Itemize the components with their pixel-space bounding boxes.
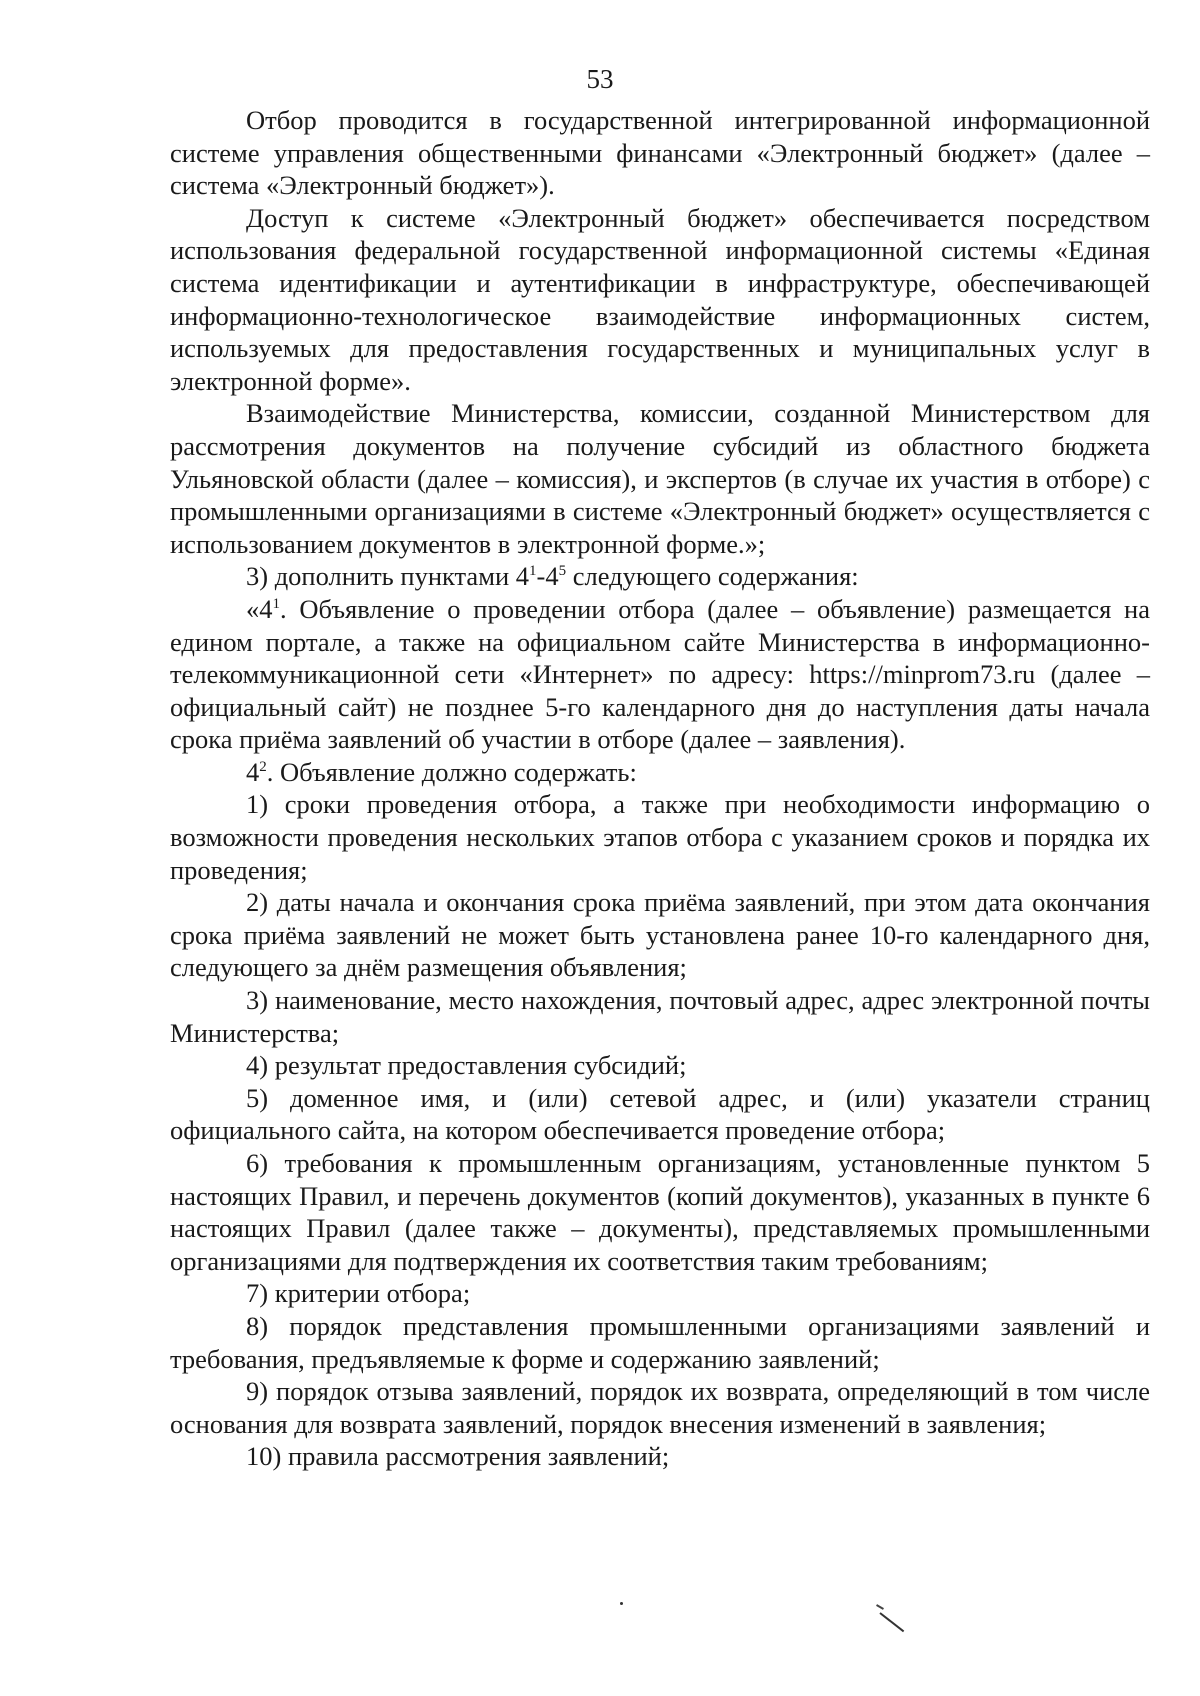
paragraph: Доступ к системе «Электронный бюджет» обеспечивается посредством использования федеральной государственной информационной системы «Единая система идентификации и аутентификации в инфраструктуре, обеспечивающей информационно-технологическое взаимодействие информационных систем, используемых для предоставления государственных и муниципальных услуг в электронной форме».: [170, 202, 1150, 396]
paragraph: Взаимодействие Министерства, комиссии, созданной Министерством для рассмотрения документов на получение субсидий из областного бюджета Ульяновской области (далее – комиссия), и экспертов (в случае их участия в отборе) с промышленными организациями в системе «Электронный бюджет» осуществляется с использованием документов в электронной форме.»;: [170, 398, 1150, 559]
page-number: 53: [586, 64, 614, 94]
scan-speck: [620, 1602, 623, 1605]
list-item: 8) порядок представления промышленными организациями заявлений и требования, предъявляемые к форме и содержанию заявлений;: [170, 1310, 1150, 1374]
paragraph-item-4-2: $4^2$. Объявление должно содержать:: [246, 756, 637, 787]
list-item: 5) доменное имя, и (или) сетевой адрес, и (или) указатели страниц официального сайта, на котором обеспечивается проведение отбора;: [170, 1082, 1150, 1146]
list-item: 1) сроки проведения отбора, а также при необходимости информацию о возможности проведения нескольких этапов отбора с указанием сроков и порядка их проведения;: [170, 789, 1150, 885]
list-item: 3) наименование, место нахождения, почтовый адрес, адрес электронной почты Министерства;: [170, 985, 1150, 1048]
list-item: 9) порядок отзыва заявлений, порядок их возврата, определяющий в том числе основания для возврата заявлений, порядок внесения изменений в заявления;: [170, 1376, 1150, 1439]
document-body: [170, 104, 1150, 1473]
list-item: 4) результат предоставления субсидий;: [246, 1050, 687, 1081]
scan-mark: [876, 1604, 884, 1610]
list-item: 2) даты начала и окончания срока приёма заявлений, при этом дата окончания срока приёма заявлений не может быть установлена ранее 10-го календарного дня, следующего за днём размещения объявления;: [170, 887, 1150, 983]
list-item: 10) правила рассмотрения заявлений;: [246, 1441, 670, 1472]
paragraph: Отбор проводится в государственной интегрированной информационной системе управления общественными финансами «Электронный бюджет» (далее – система «Электронный бюджет»).: [170, 105, 1150, 201]
paragraph-item-4-1: «$4^1$. Объявление о проведении отбора (далее – объявление) размещается на едином портале, а также на официальном сайте Министерства в информационно-телекоммуникационной сети «Интернет» по адресу: https://minprom73.ru (далее – официальный сайт) не позднее 5-го календарного дня до наступления даты начала срока приёма заявлений об участии в отборе (далее – заявления).: [170, 593, 1150, 755]
list-item: 6) требования к промышленным организациям, установленные пунктом 5 настоящих Правил, и перечень документов (копий документов), указанных в пункте 6 настоящих Правил (далее также – документы), представляемых промышленными организациями для подтверждения их соответствия таким требованиям;: [170, 1148, 1150, 1276]
list-item: 7) критерии отбора;: [246, 1278, 471, 1309]
paragraph-amendment: 3) дополнить пунктами $4^1-4^5$ следующего содержания:: [246, 561, 859, 592]
scan-mark: [879, 1612, 904, 1632]
